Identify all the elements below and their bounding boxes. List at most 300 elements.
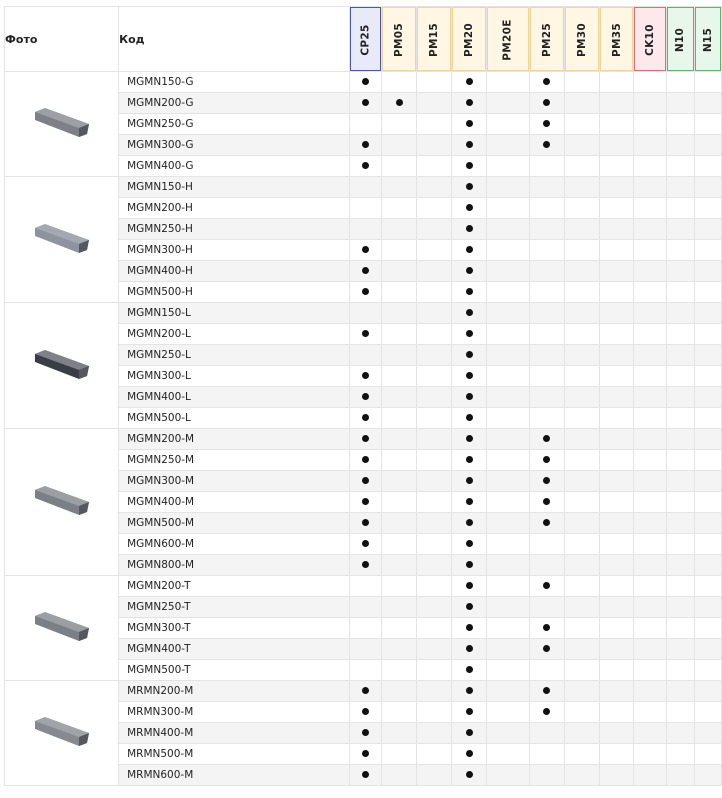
availability-cell-pm25 <box>529 723 564 744</box>
availability-cell-ck10 <box>634 660 667 681</box>
availability-cell-pm25 <box>529 135 564 156</box>
availability-cell-n15 <box>694 135 721 156</box>
availability-cell-pm30 <box>564 345 599 366</box>
availability-cell-pm35 <box>599 576 634 597</box>
availability-cell-pm35 <box>599 219 634 240</box>
availability-dot <box>362 750 369 757</box>
availability-cell-pm35 <box>599 639 634 660</box>
availability-cell-pm30 <box>564 702 599 723</box>
availability-cell-n15 <box>694 660 721 681</box>
table-body <box>5 72 722 786</box>
availability-dot <box>362 141 369 148</box>
availability-cell-n10 <box>667 408 694 429</box>
availability-cell-pm05 <box>382 702 417 723</box>
availability-cell-pm30 <box>564 597 599 618</box>
availability-cell-cp25 <box>350 114 382 135</box>
product-photo <box>5 681 119 786</box>
availability-cell-pm35 <box>599 702 634 723</box>
availability-cell-pm20 <box>452 72 487 93</box>
availability-cell-pm05 <box>382 513 417 534</box>
availability-cell-cp25 <box>350 513 382 534</box>
availability-cell-n10 <box>667 303 694 324</box>
availability-dot <box>466 477 473 484</box>
availability-cell-cp25 <box>350 324 382 345</box>
availability-cell-pm20 <box>452 492 487 513</box>
availability-dot <box>466 120 473 127</box>
availability-cell-cp25 <box>350 765 382 786</box>
availability-cell-pm20e <box>487 513 529 534</box>
product-code: MGMN400-G <box>119 156 350 177</box>
availability-cell-ck10 <box>634 408 667 429</box>
availability-cell-n10 <box>667 198 694 219</box>
availability-cell-n15 <box>694 366 721 387</box>
availability-cell-pm30 <box>564 135 599 156</box>
availability-cell-n15 <box>694 450 721 471</box>
availability-cell-pm20e <box>487 198 529 219</box>
product-code: MRMN500-M <box>119 744 350 765</box>
availability-cell-cp25 <box>350 702 382 723</box>
table-row <box>5 576 722 597</box>
availability-cell-ck10 <box>634 492 667 513</box>
availability-cell-n10 <box>667 618 694 639</box>
availability-cell-cp25 <box>350 177 382 198</box>
availability-cell-pm25 <box>529 618 564 639</box>
grade-label: PM30 <box>575 22 588 57</box>
availability-dot <box>466 99 473 106</box>
availability-cell-pm15 <box>417 492 452 513</box>
availability-cell-pm15 <box>417 429 452 450</box>
availability-cell-pm30 <box>564 723 599 744</box>
availability-cell-pm35 <box>599 93 634 114</box>
availability-cell-pm15 <box>417 282 452 303</box>
availability-cell-pm35 <box>599 597 634 618</box>
availability-cell-n15 <box>694 471 721 492</box>
availability-cell-n15 <box>694 534 721 555</box>
availability-cell-cp25 <box>350 72 382 93</box>
availability-dot <box>543 99 550 106</box>
availability-dot <box>543 141 550 148</box>
availability-cell-pm05 <box>382 135 417 156</box>
availability-cell-pm25 <box>529 429 564 450</box>
availability-cell-pm20e <box>487 660 529 681</box>
availability-cell-pm35 <box>599 534 634 555</box>
availability-dot <box>362 540 369 547</box>
availability-cell-pm05 <box>382 555 417 576</box>
availability-cell-pm15 <box>417 345 452 366</box>
availability-cell-pm25 <box>529 492 564 513</box>
availability-cell-pm25 <box>529 450 564 471</box>
availability-cell-n15 <box>694 345 721 366</box>
availability-cell-pm30 <box>564 219 599 240</box>
availability-cell-ck10 <box>634 597 667 618</box>
availability-dot <box>362 393 369 400</box>
availability-dot <box>466 288 473 295</box>
product-code: MGMN300-L <box>119 366 350 387</box>
product-code: MGMN250-H <box>119 219 350 240</box>
grade-label: PM20E <box>501 18 514 61</box>
availability-cell-pm20 <box>452 471 487 492</box>
availability-cell-pm30 <box>564 303 599 324</box>
availability-dot <box>543 477 550 484</box>
availability-dot <box>362 330 369 337</box>
availability-cell-n10 <box>667 429 694 450</box>
availability-cell-cp25 <box>350 639 382 660</box>
availability-cell-n10 <box>667 471 694 492</box>
grade-label: PM20 <box>463 22 476 57</box>
availability-cell-pm05 <box>382 156 417 177</box>
availability-cell-n10 <box>667 93 694 114</box>
availability-cell-ck10 <box>634 429 667 450</box>
availability-cell-ck10 <box>634 261 667 282</box>
availability-cell-pm05 <box>382 366 417 387</box>
availability-cell-pm25 <box>529 681 564 702</box>
availability-cell-pm20e <box>487 555 529 576</box>
product-photo <box>5 177 119 303</box>
availability-cell-cp25 <box>350 618 382 639</box>
availability-cell-pm35 <box>599 450 634 471</box>
availability-dot <box>362 372 369 379</box>
availability-cell-pm30 <box>564 114 599 135</box>
availability-cell-n10 <box>667 219 694 240</box>
grade-column-header-pm20 <box>452 7 487 72</box>
availability-cell-pm15 <box>417 114 452 135</box>
availability-cell-n10 <box>667 744 694 765</box>
availability-dot <box>543 687 550 694</box>
availability-cell-n15 <box>694 513 721 534</box>
grades-table <box>4 6 722 786</box>
product-code: MRMN400-M <box>119 723 350 744</box>
availability-cell-pm35 <box>599 660 634 681</box>
availability-cell-pm30 <box>564 639 599 660</box>
availability-cell-pm05 <box>382 618 417 639</box>
availability-dot <box>362 246 369 253</box>
product-code: MGMN200-G <box>119 93 350 114</box>
availability-cell-pm25 <box>529 576 564 597</box>
availability-cell-pm20 <box>452 219 487 240</box>
availability-cell-n10 <box>667 177 694 198</box>
availability-cell-pm20 <box>452 723 487 744</box>
availability-cell-n10 <box>667 324 694 345</box>
availability-cell-pm20e <box>487 618 529 639</box>
availability-cell-pm35 <box>599 303 634 324</box>
availability-cell-pm25 <box>529 177 564 198</box>
availability-cell-pm30 <box>564 261 599 282</box>
availability-cell-pm35 <box>599 492 634 513</box>
availability-dot <box>396 99 403 106</box>
availability-cell-cp25 <box>350 303 382 324</box>
availability-cell-pm30 <box>564 282 599 303</box>
availability-cell-ck10 <box>634 156 667 177</box>
availability-cell-cp25 <box>350 471 382 492</box>
availability-cell-pm30 <box>564 93 599 114</box>
availability-cell-pm05 <box>382 72 417 93</box>
grade-column-header-n10 <box>667 7 694 72</box>
product-code: MGMN200-T <box>119 576 350 597</box>
product-code: MGMN500-M <box>119 513 350 534</box>
availability-cell-pm30 <box>564 198 599 219</box>
product-code: MGMN250-M <box>119 450 350 471</box>
availability-dot <box>466 729 473 736</box>
availability-dot <box>466 351 473 358</box>
availability-dot <box>362 687 369 694</box>
availability-dot <box>466 414 473 421</box>
availability-cell-pm30 <box>564 324 599 345</box>
availability-cell-pm05 <box>382 492 417 513</box>
availability-cell-pm15 <box>417 555 452 576</box>
availability-cell-cp25 <box>350 555 382 576</box>
availability-dot <box>362 267 369 274</box>
availability-cell-n15 <box>694 429 721 450</box>
availability-cell-pm05 <box>382 765 417 786</box>
availability-cell-cp25 <box>350 597 382 618</box>
availability-cell-pm30 <box>564 156 599 177</box>
availability-cell-pm35 <box>599 744 634 765</box>
availability-cell-pm15 <box>417 723 452 744</box>
availability-cell-cp25 <box>350 261 382 282</box>
insert-m-icon <box>31 482 93 518</box>
grade-column-header-ck10 <box>634 7 667 72</box>
availability-cell-pm15 <box>417 450 452 471</box>
grade-label: CP25 <box>359 23 372 56</box>
availability-cell-pm35 <box>599 387 634 408</box>
availability-dot <box>362 456 369 463</box>
availability-cell-pm15 <box>417 702 452 723</box>
availability-cell-pm35 <box>599 471 634 492</box>
grade-column-header-pm35 <box>599 7 634 72</box>
availability-cell-pm35 <box>599 240 634 261</box>
availability-cell-cp25 <box>350 450 382 471</box>
availability-cell-pm20 <box>452 660 487 681</box>
availability-cell-pm35 <box>599 513 634 534</box>
product-code: MGMN250-T <box>119 597 350 618</box>
availability-cell-pm15 <box>417 219 452 240</box>
table-row <box>5 429 722 450</box>
availability-cell-pm30 <box>564 660 599 681</box>
product-code: MRMN600-M <box>119 765 350 786</box>
availability-cell-n15 <box>694 93 721 114</box>
availability-dot <box>362 99 369 106</box>
grade-label: PM25 <box>540 22 553 57</box>
availability-cell-n15 <box>694 177 721 198</box>
availability-cell-pm20 <box>452 429 487 450</box>
availability-cell-n15 <box>694 408 721 429</box>
availability-cell-pm05 <box>382 114 417 135</box>
availability-cell-n10 <box>667 492 694 513</box>
availability-cell-pm20 <box>452 765 487 786</box>
availability-cell-ck10 <box>634 744 667 765</box>
availability-cell-pm30 <box>564 513 599 534</box>
product-code: MGMN300-T <box>119 618 350 639</box>
insert-t-icon <box>31 608 93 644</box>
availability-cell-pm35 <box>599 261 634 282</box>
product-code: MGMN600-M <box>119 534 350 555</box>
product-code: MGMN300-G <box>119 135 350 156</box>
grade-column-header-pm30 <box>564 7 599 72</box>
availability-cell-n15 <box>694 387 721 408</box>
availability-cell-pm05 <box>382 597 417 618</box>
availability-cell-n15 <box>694 702 721 723</box>
availability-dot <box>466 246 473 253</box>
availability-cell-pm20e <box>487 597 529 618</box>
availability-cell-ck10 <box>634 576 667 597</box>
availability-cell-pm30 <box>564 492 599 513</box>
availability-cell-pm20e <box>487 450 529 471</box>
availability-cell-pm15 <box>417 576 452 597</box>
availability-cell-pm25 <box>529 240 564 261</box>
availability-cell-pm35 <box>599 765 634 786</box>
availability-dot <box>466 603 473 610</box>
availability-cell-pm15 <box>417 471 452 492</box>
availability-cell-pm25 <box>529 744 564 765</box>
availability-dot <box>466 78 473 85</box>
availability-cell-pm15 <box>417 93 452 114</box>
availability-dot <box>466 498 473 505</box>
grade-column-header-pm25 <box>529 7 564 72</box>
availability-dot <box>466 204 473 211</box>
availability-cell-n10 <box>667 282 694 303</box>
availability-cell-pm30 <box>564 240 599 261</box>
availability-cell-pm20 <box>452 198 487 219</box>
availability-cell-n10 <box>667 135 694 156</box>
availability-cell-pm15 <box>417 177 452 198</box>
availability-cell-pm20 <box>452 681 487 702</box>
product-code: MGMN150-L <box>119 303 350 324</box>
availability-cell-n15 <box>694 156 721 177</box>
availability-cell-pm05 <box>382 723 417 744</box>
availability-cell-n15 <box>694 240 721 261</box>
availability-cell-pm25 <box>529 114 564 135</box>
availability-cell-pm25 <box>529 156 564 177</box>
availability-cell-pm20e <box>487 702 529 723</box>
availability-cell-ck10 <box>634 366 667 387</box>
product-code: MGMN300-M <box>119 471 350 492</box>
availability-cell-pm35 <box>599 408 634 429</box>
availability-cell-pm15 <box>417 240 452 261</box>
availability-dot <box>543 624 550 631</box>
availability-cell-ck10 <box>634 240 667 261</box>
insert-l-icon <box>31 346 93 382</box>
availability-dot <box>466 771 473 778</box>
availability-dot <box>362 414 369 421</box>
availability-cell-pm25 <box>529 555 564 576</box>
availability-cell-pm05 <box>382 639 417 660</box>
availability-cell-pm25 <box>529 387 564 408</box>
grade-label: PM35 <box>610 22 623 57</box>
insert-g-icon <box>31 104 93 140</box>
availability-cell-n15 <box>694 282 721 303</box>
availability-cell-pm30 <box>564 534 599 555</box>
availability-cell-pm05 <box>382 198 417 219</box>
availability-cell-pm05 <box>382 387 417 408</box>
header-row <box>5 7 722 72</box>
availability-cell-cp25 <box>350 93 382 114</box>
availability-dot <box>362 435 369 442</box>
availability-cell-pm30 <box>564 366 599 387</box>
product-code: MGMN500-H <box>119 282 350 303</box>
product-code: MGMN400-M <box>119 492 350 513</box>
availability-cell-pm35 <box>599 324 634 345</box>
availability-cell-pm20 <box>452 408 487 429</box>
table-row <box>5 681 722 702</box>
availability-cell-pm25 <box>529 282 564 303</box>
availability-dot <box>466 309 473 316</box>
availability-cell-pm20 <box>452 597 487 618</box>
availability-cell-n10 <box>667 723 694 744</box>
availability-cell-pm35 <box>599 198 634 219</box>
availability-cell-pm20 <box>452 702 487 723</box>
availability-cell-n10 <box>667 387 694 408</box>
availability-dot <box>466 372 473 379</box>
availability-cell-pm25 <box>529 534 564 555</box>
availability-cell-pm15 <box>417 366 452 387</box>
product-code: MGMN200-M <box>119 429 350 450</box>
availability-cell-cp25 <box>350 219 382 240</box>
product-photo <box>5 72 119 177</box>
availability-cell-ck10 <box>634 198 667 219</box>
availability-cell-n15 <box>694 114 721 135</box>
availability-cell-pm20 <box>452 513 487 534</box>
availability-cell-pm20 <box>452 639 487 660</box>
availability-cell-pm30 <box>564 765 599 786</box>
product-code: MGMN150-H <box>119 177 350 198</box>
availability-cell-pm05 <box>382 408 417 429</box>
availability-cell-pm20 <box>452 555 487 576</box>
availability-cell-n10 <box>667 114 694 135</box>
availability-dot <box>466 666 473 673</box>
availability-cell-pm25 <box>529 597 564 618</box>
availability-cell-pm15 <box>417 639 452 660</box>
availability-cell-pm05 <box>382 576 417 597</box>
availability-dot <box>543 645 550 652</box>
availability-cell-pm35 <box>599 177 634 198</box>
availability-cell-n15 <box>694 597 721 618</box>
availability-cell-pm20e <box>487 492 529 513</box>
availability-cell-ck10 <box>634 219 667 240</box>
product-code: MGMN500-T <box>119 660 350 681</box>
availability-cell-pm30 <box>564 471 599 492</box>
availability-cell-pm35 <box>599 555 634 576</box>
availability-cell-pm05 <box>382 660 417 681</box>
availability-cell-pm30 <box>564 744 599 765</box>
availability-cell-n10 <box>667 702 694 723</box>
availability-cell-cp25 <box>350 534 382 555</box>
grade-column-header-cp25 <box>350 7 382 72</box>
availability-cell-n10 <box>667 72 694 93</box>
availability-cell-pm20e <box>487 366 529 387</box>
availability-cell-pm15 <box>417 72 452 93</box>
availability-cell-pm25 <box>529 345 564 366</box>
availability-cell-pm15 <box>417 681 452 702</box>
availability-cell-pm05 <box>382 681 417 702</box>
availability-dot <box>543 519 550 526</box>
product-photo <box>5 303 119 429</box>
product-code: MGMN150-G <box>119 72 350 93</box>
availability-cell-n15 <box>694 72 721 93</box>
availability-cell-pm15 <box>417 513 452 534</box>
availability-cell-pm25 <box>529 660 564 681</box>
availability-cell-pm05 <box>382 93 417 114</box>
availability-cell-pm30 <box>564 576 599 597</box>
availability-cell-pm05 <box>382 450 417 471</box>
availability-cell-pm05 <box>382 345 417 366</box>
availability-cell-pm15 <box>417 534 452 555</box>
availability-cell-pm25 <box>529 219 564 240</box>
availability-dot <box>543 435 550 442</box>
insert-mr-icon <box>31 713 93 749</box>
availability-cell-pm35 <box>599 156 634 177</box>
availability-cell-pm20e <box>487 282 529 303</box>
availability-cell-pm30 <box>564 618 599 639</box>
